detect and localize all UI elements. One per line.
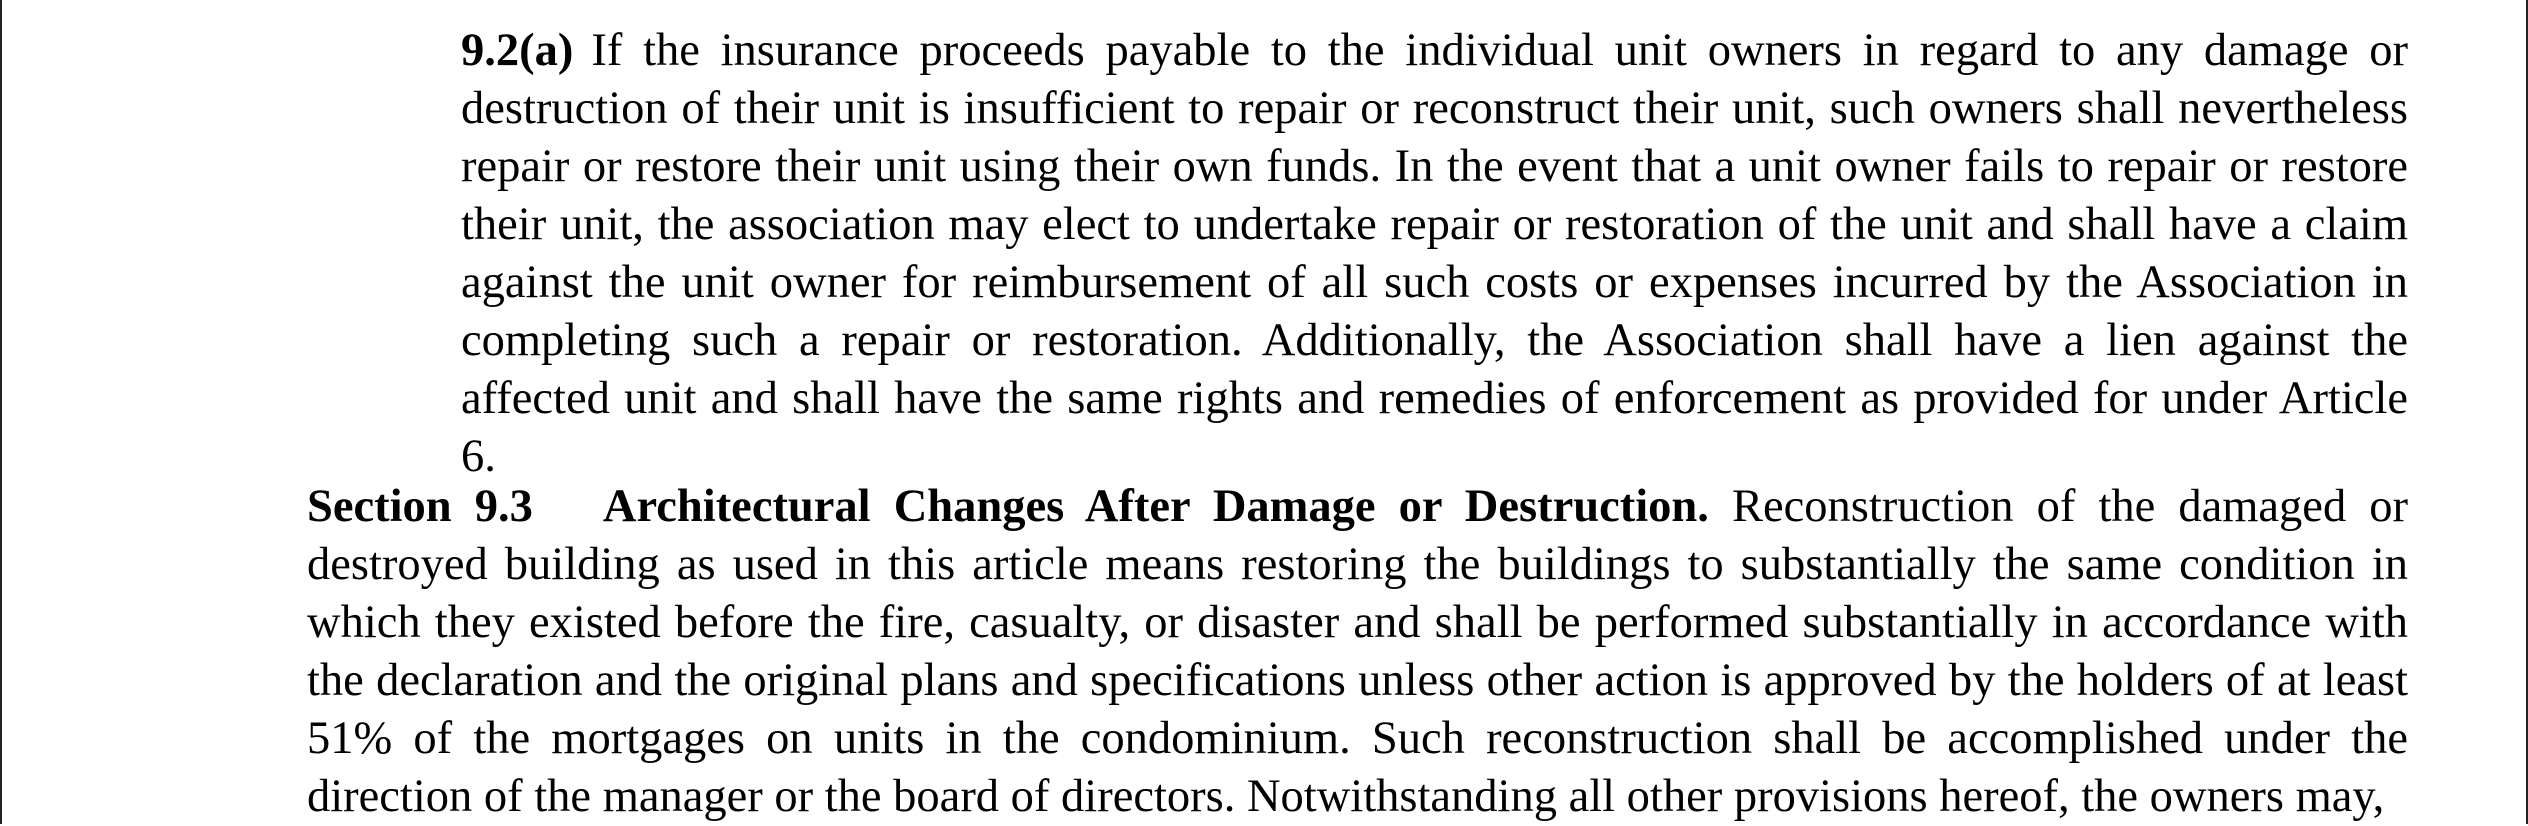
paragraph-9-2a (156, 22, 2408, 486)
section-9-3 (156, 478, 2408, 826)
section-9-3-title: Architectural Changes After Damage or Destruction. (602, 481, 1709, 532)
section-9-3-number: Section 9.3 (307, 481, 533, 532)
section-9-3-body (156, 478, 2408, 826)
paragraph-9-2a-body (156, 22, 2408, 486)
section-9-3-text: Reconstruction of the damaged or destroyed building as used in this article means restoring the buildings to substantially the same condition in which they existed before the fire, casualty, or disaster and shall be performed substantially in accordance with the declaration and the original plans and specifications unless other action is approved by the holders of at least 51% of the mortgages on units in the condominium. Such reconstruction shall be accomplished under the direction of the manager or the board of directors. Notwithstanding all other provisions hereof, the owners may, (307, 481, 2409, 822)
paragraph-9-2a-text: If the insurance proceeds payable to the individual unit owners in regard to any damage or destruction of their unit is insufficient to repair or reconstruct their unit, such owners shall nevertheless repair or restore their unit using their own funds. In the event that a unit owner fails to repair or restore their unit, the association may elect to undertake repair or restoration of the unit and shall have a claim against the unit owner for reimbursement of all such costs or expenses incurred by the Association in completing such a repair or restoration. Additionally, the Association shall have a lien against the affected unit and shall have the same rights and remedies of enforcement as provided for under Article 6. (461, 25, 2408, 482)
paragraph-9-2a-label: 9.2(a) (461, 25, 574, 76)
